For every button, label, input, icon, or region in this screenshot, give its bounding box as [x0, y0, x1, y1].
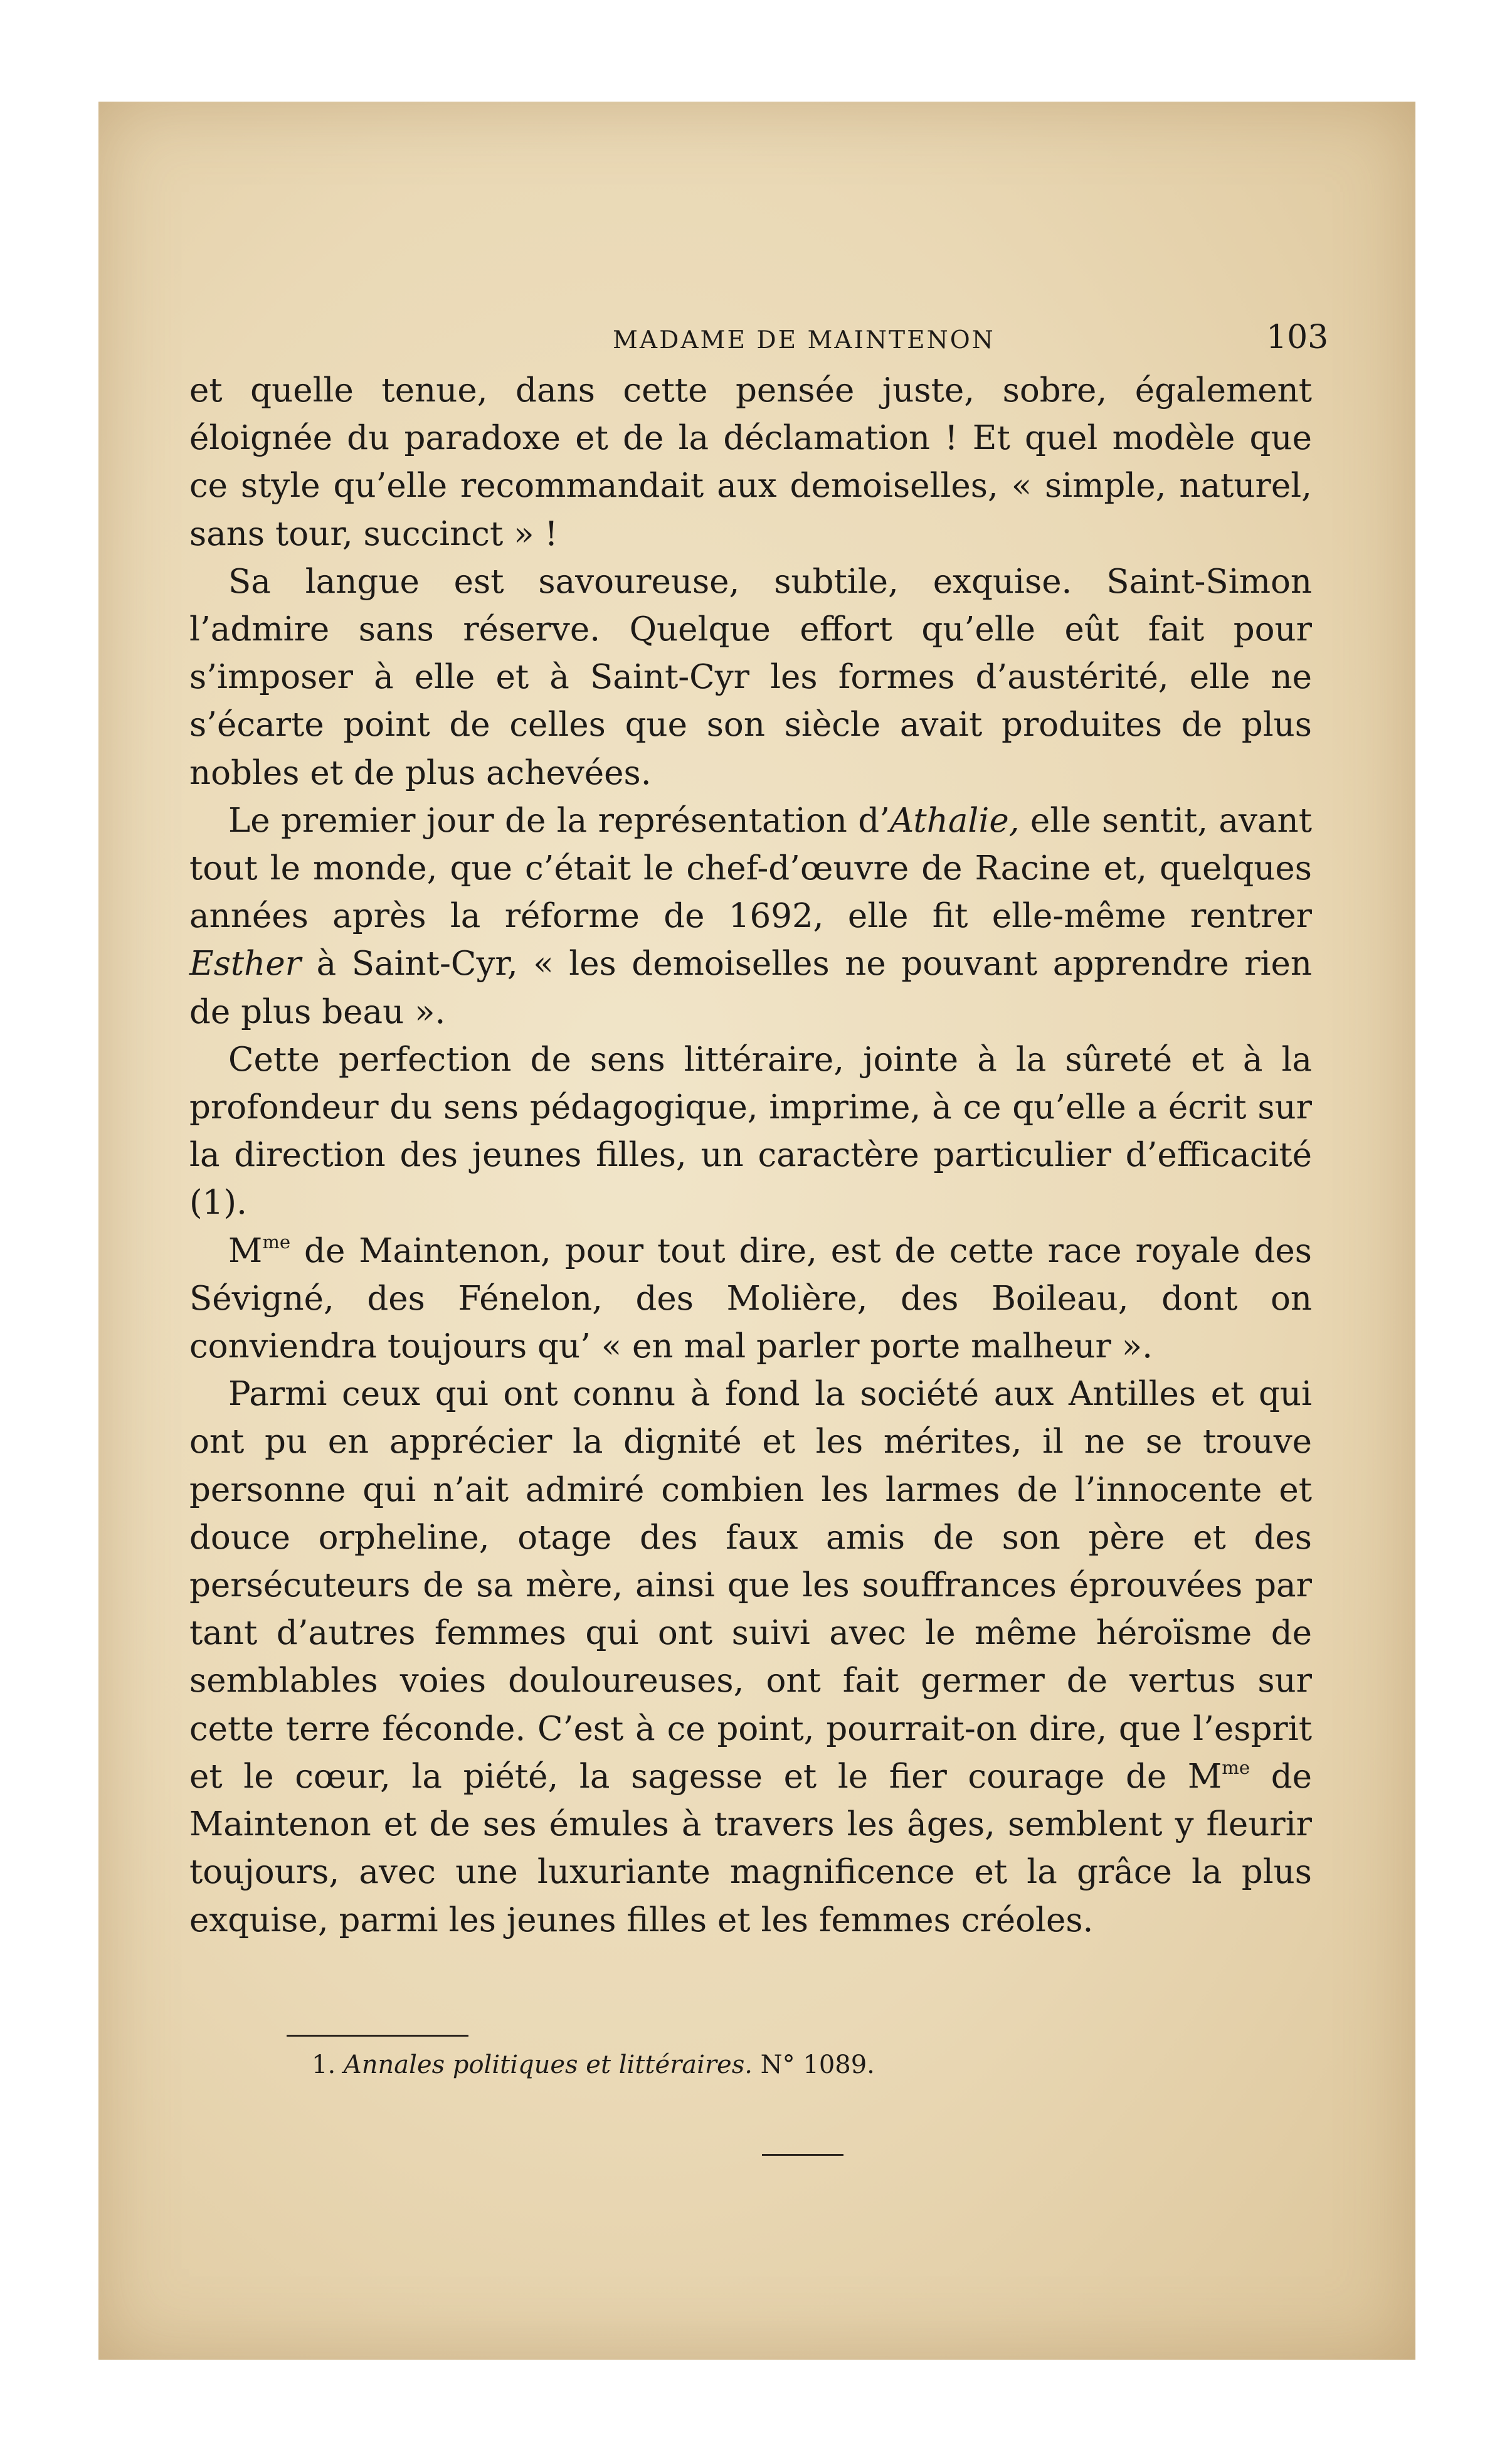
footnote-rule: [287, 2035, 468, 2037]
abbrev-madame: M: [1187, 1757, 1222, 1796]
paragraph-3-text-c: à Saint-Cyr, « les demoiselles ne pouvant apprendre rien de plus beau ».: [189, 945, 1312, 1031]
abbrev-madame-sup: me: [1222, 1757, 1250, 1779]
paragraph-4-text: Cette perfection de sens littéraire, jointe à la sûreté et à la profondeur du sens pédagogique, imprime, à ce qu’elle a écrit sur la direction des jeunes filles, un caractère particulier d’efficacité: [189, 1040, 1312, 1175]
title-athalie: Athalie,: [890, 801, 1020, 840]
paragraph-6-text-a: Parmi ceux qui ont connu à fond la société aux Antilles et qui ont pu en apprécier la dignité et les mérites, il ne se trouve personne qui n’ait admiré combien les larmes de l’innocente et douce orpheline, otage des faux amis de son père et des persécuteurs de sa mère, ainsi que les souffrances éprouvées par tant d’autres femmes qui ont suivi avec le même héroïsme de semblables voies douloureuses, ont fait germer de vertus sur cette terre féconde. C’est à ce point, pourrait-on dire, que l’esprit et le cœur, la piété, la sagesse et le fier courage de: [189, 1375, 1312, 1796]
paragraph-3-text-b: elle sentit, avant tout le monde, que c’était le chef-d’œuvre de Racine et, quelques années après la réforme de 1692, elle fit elle-même rentrer: [189, 801, 1312, 936]
paragraph-4-end: .: [236, 1184, 247, 1222]
paragraph-1: et quelle tenue, dans cette pensée juste, sobre, également éloignée du paradoxe et de la déclamation ! Et quel modèle que ce style qu’elle recommandait aux demoiselles, « simple, naturel, sans tour, succinct » !: [189, 371, 1312, 553]
paragraph-3: [189, 797, 1312, 1036]
body-text: [189, 367, 1312, 1944]
paragraph-2: Sa langue est savoureuse, subtile, exquise. Saint-Simon l’admire sans réserve. Quelque effort qu’elle eût fait pour s’imposer à elle et à Saint-Cyr les formes d’austérité, elle ne s’écarte point de celles que son siècle avait produites de plus nobles et de plus achevées.: [189, 562, 1312, 792]
running-title: MADAME DE MAINTENON: [613, 326, 995, 354]
paragraph-3-text-a: Le premier jour de la représentation d’: [228, 801, 891, 840]
page-sheet: [98, 102, 1415, 2360]
paragraph-5-text: de Maintenon, pour tout dire, est de cette race royale des Sévigné, des Fénelon, des Molière, des Boileau, dont on conviendra toujours qu’ « en mal parler porte malheur ».: [189, 1231, 1312, 1366]
paragraph-5: [189, 1228, 1312, 1371]
paragraph-6: [189, 1371, 1312, 1944]
running-head: [193, 309, 1329, 359]
title-esther: Esther: [189, 945, 302, 984]
abbrev-madame-sup: me: [262, 1231, 291, 1253]
footnote-reference: (1): [189, 1184, 237, 1222]
footnote-ref: N° 1089.: [760, 2050, 875, 2079]
footnote-title: Annales politiques et littéraires.: [343, 2050, 753, 2079]
footnote-number: 1.: [312, 2050, 336, 2079]
abbrev-madame: M: [228, 1231, 263, 1270]
footnote: [312, 2046, 1315, 2084]
paragraph-4: [189, 1036, 1312, 1228]
paragraph-6-text-b: de Maintenon et de ses émules à travers les âges, semblent y fleurir toujours, avec une luxuriante magnificence et la grâce la plus exquise, parmi les jeunes filles et les femmes créoles.: [189, 1757, 1313, 1939]
end-rule: [762, 2154, 843, 2156]
page-number: 103: [1266, 319, 1329, 356]
